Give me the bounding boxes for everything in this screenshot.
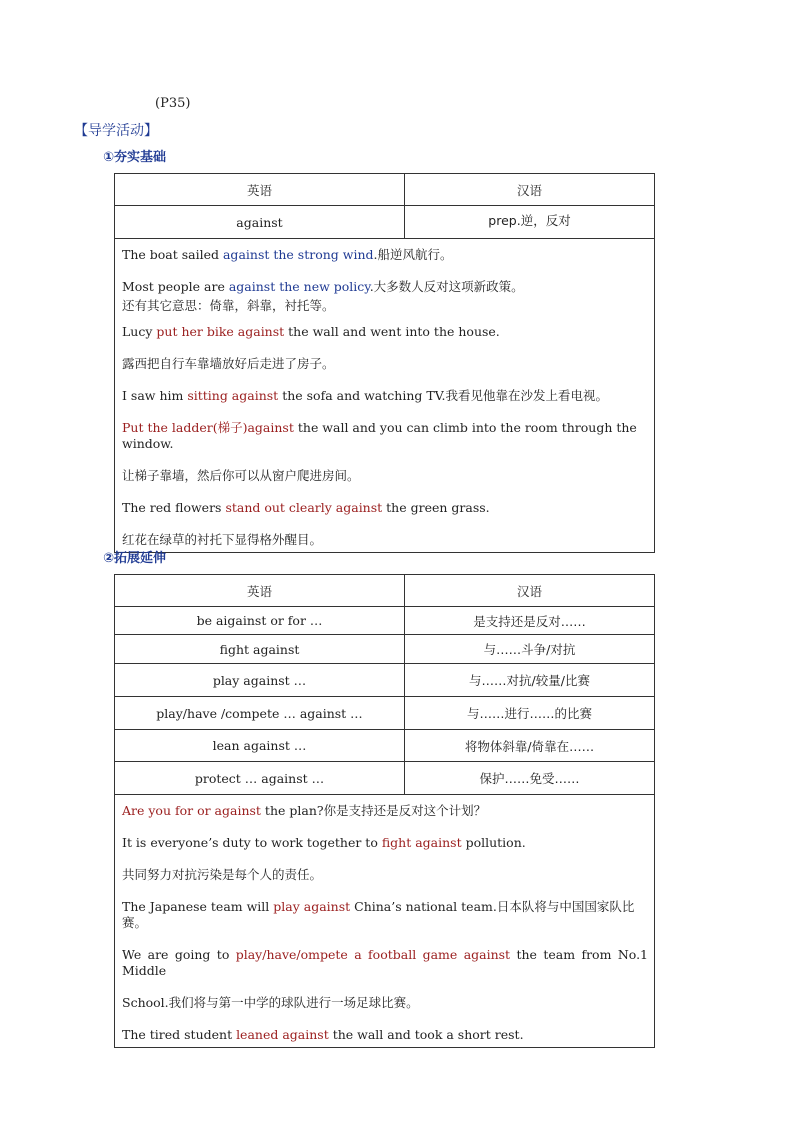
section2-title: ②拓展延伸 bbox=[103, 551, 167, 566]
phrase-chinese: 保护……免受…… bbox=[405, 762, 655, 795]
example-sentence: We are going to play/have/ompete a football game against the team from No.1 Middle bbox=[122, 947, 648, 978]
header-chinese: 汉语 bbox=[405, 575, 655, 607]
vocab-table-extension bbox=[114, 574, 655, 1048]
phrase-chinese: 与……斗争/对抗 bbox=[405, 635, 655, 664]
example-sentence-continued: School.我们将与第一中学的球队进行一场足球比赛。 bbox=[122, 995, 419, 1010]
example-sentence: I saw him sitting against the sofa and watching TV.我看见他靠在沙发上看电视。 bbox=[122, 388, 609, 403]
example-sentence: Put the ladder(梯子)against the wall and you can climb into the room through the window. bbox=[122, 420, 637, 451]
vocab-table-basic bbox=[114, 173, 655, 553]
header-english: 英语 bbox=[115, 174, 405, 206]
example-translation: 共同努力对抗污染是每个人的责任。 bbox=[122, 867, 323, 882]
example-sentence: The boat sailed against the strong wind.船逆风航行。 bbox=[122, 247, 453, 262]
example-sentence: The tired student leaned against the wall and took a short rest. bbox=[122, 1027, 524, 1042]
example-translation: 让梯子靠墙，然后你可以从窗户爬进房间。 bbox=[122, 468, 360, 483]
phrase-english: lean against … bbox=[115, 730, 405, 762]
phrase-english: protect … against … bbox=[115, 762, 405, 795]
phrase-chinese: 是支持还是反对…… bbox=[405, 607, 655, 635]
word-english: against bbox=[115, 206, 405, 239]
phrase-english: fight against bbox=[115, 635, 405, 664]
word-chinese: prep.逆，反对 bbox=[405, 206, 655, 239]
examples-extension bbox=[115, 795, 655, 1048]
example-sentence: It is everyone’s duty to work together to fight against pollution. bbox=[122, 835, 526, 850]
header-english: 英语 bbox=[115, 575, 405, 607]
example-sentence: The Japanese team will play against China’s national team.日本队将与中国国家队比赛。 bbox=[122, 899, 635, 930]
example-sentence: Are you for or against the plan?你是支持还是反对这个计划？ bbox=[122, 803, 487, 818]
example-sentence: Lucy put her bike against the wall and went into the house. bbox=[122, 324, 500, 339]
example-sentence: Most people are against the new policy.大多数人反对这项新政策。 bbox=[122, 279, 524, 294]
phrase-chinese: 与……进行……的比赛 bbox=[405, 697, 655, 730]
phrase-chinese: 与……对抗/较量/比赛 bbox=[405, 664, 655, 697]
phrase-english: play/have /compete … against … bbox=[115, 697, 405, 730]
header-chinese: 汉语 bbox=[405, 174, 655, 206]
example-translation: 露西把自行车靠墙放好后走进了房子。 bbox=[122, 356, 335, 371]
phrase-english: play against … bbox=[115, 664, 405, 697]
example-translation: 红花在绿草的衬托下显得格外醒目。 bbox=[122, 532, 323, 547]
section1-title: ①夯实基础 bbox=[103, 150, 167, 165]
example-sentence: The red flowers stand out clearly against the green grass. bbox=[122, 500, 490, 515]
phrase-chinese: 将物体斜靠/倚靠在…… bbox=[405, 730, 655, 762]
page-reference: (P35) bbox=[155, 96, 191, 111]
phrase-english: be aigainst or for … bbox=[115, 607, 405, 635]
other-meanings-note: 还有其它意思：倚靠，斜靠，衬托等。 bbox=[122, 298, 335, 313]
guide-activity-heading: 【导学活动】 bbox=[74, 123, 158, 139]
examples-basic bbox=[115, 239, 655, 553]
